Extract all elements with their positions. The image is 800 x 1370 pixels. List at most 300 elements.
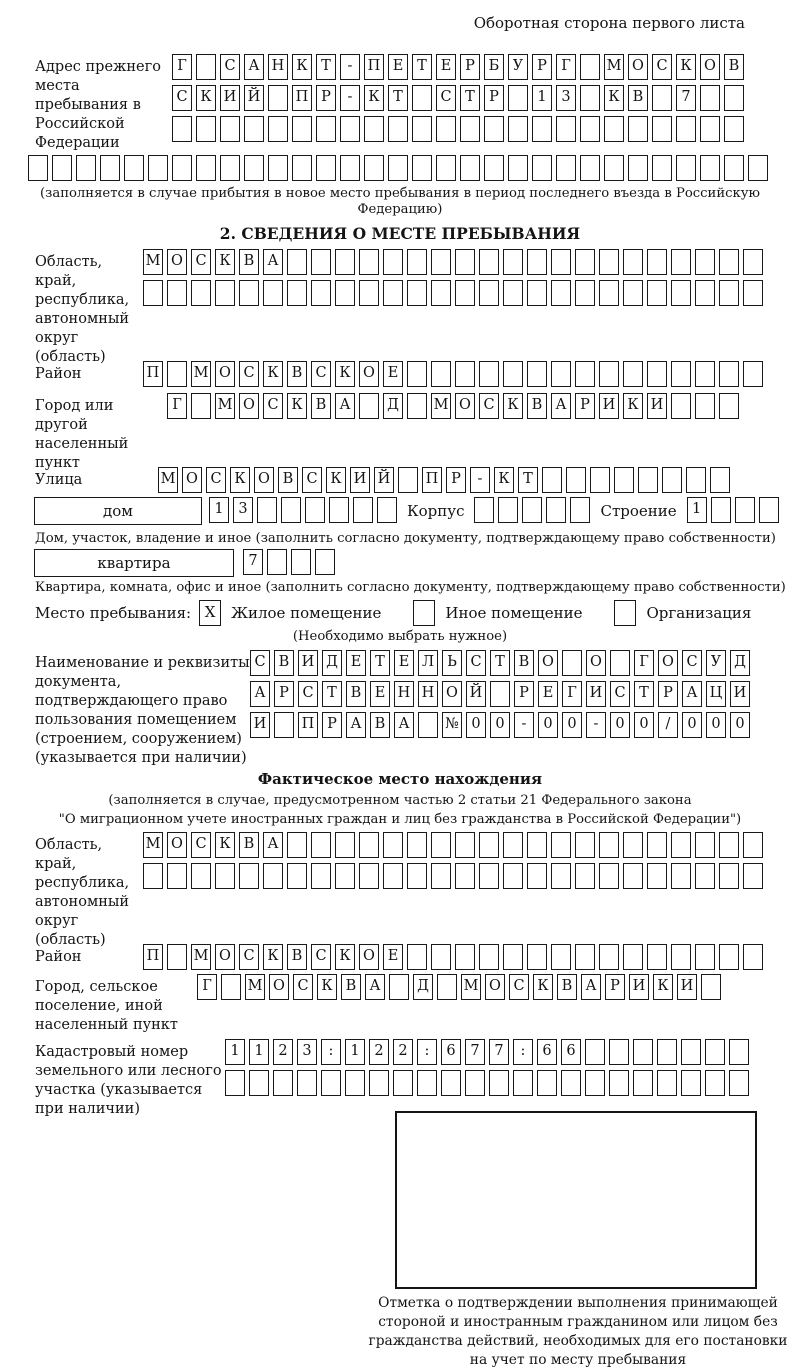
char-cell [393, 1070, 413, 1096]
char-cell [191, 863, 211, 889]
char-cell [719, 832, 739, 858]
char-cell [695, 361, 715, 387]
char-cell [465, 1070, 485, 1096]
char-cell [388, 116, 408, 142]
char-cell [503, 832, 523, 858]
char-cell [315, 549, 335, 575]
char-cell: О [269, 974, 289, 1000]
char-cell [148, 155, 168, 181]
char-cell [556, 155, 576, 181]
actual-district-label: Район [35, 949, 82, 965]
char-cell: Й [466, 681, 486, 707]
char-cell [340, 116, 360, 142]
char-cell: А [551, 393, 571, 419]
char-cell [257, 497, 277, 523]
char-cell [28, 155, 48, 181]
char-cell: Т [388, 85, 408, 111]
char-cell [220, 155, 240, 181]
char-cell: М [215, 393, 235, 419]
char-cell [292, 116, 312, 142]
char-cell: М [143, 249, 163, 275]
char-cell: В [278, 467, 298, 493]
char-cell [498, 497, 518, 523]
char-cell: Р [605, 974, 625, 1000]
char-cell [441, 1070, 461, 1096]
char-cell [431, 832, 451, 858]
char-cell [455, 361, 475, 387]
char-cell [383, 832, 403, 858]
char-cell: Н [394, 681, 414, 707]
char-cell: С [311, 944, 331, 970]
char-cell: 6 [561, 1039, 581, 1065]
char-cell: В [346, 681, 366, 707]
char-cell: О [586, 650, 606, 676]
char-cell [527, 361, 547, 387]
char-cell: Д [413, 974, 433, 1000]
char-cell [575, 280, 595, 306]
char-boxes-row [167, 393, 743, 419]
char-cell [503, 249, 523, 275]
char-cell: 7 [676, 85, 696, 111]
char-cell [695, 249, 715, 275]
char-cell [321, 1070, 341, 1096]
char-cell [701, 974, 721, 1000]
char-cell: С [466, 650, 486, 676]
char-cell: Н [268, 54, 288, 80]
char-cell [614, 467, 634, 493]
char-cell: Р [316, 85, 336, 111]
char-cell [311, 832, 331, 858]
char-cell [167, 944, 187, 970]
char-cell [508, 116, 528, 142]
char-cell: О [182, 467, 202, 493]
char-cell: К [215, 832, 235, 858]
char-cell [743, 280, 763, 306]
char-cell [377, 497, 397, 523]
char-cell [76, 155, 96, 181]
char-cell: - [514, 712, 534, 738]
char-cell [383, 280, 403, 306]
char-cell [657, 1070, 677, 1096]
char-cell: А [394, 712, 414, 738]
char-cell [143, 280, 163, 306]
char-cell [657, 1039, 677, 1065]
char-cell [743, 944, 763, 970]
char-cell [196, 155, 216, 181]
char-cell [604, 155, 624, 181]
char-cell [513, 1070, 533, 1096]
char-cell: Р [532, 54, 552, 80]
char-cell [599, 249, 619, 275]
char-cell: В [287, 361, 307, 387]
char-cell [623, 249, 643, 275]
char-cell [244, 155, 264, 181]
char-cell [575, 361, 595, 387]
char-cell [585, 1039, 605, 1065]
char-cell [623, 280, 643, 306]
char-cell: 0 [706, 712, 726, 738]
char-cell: А [682, 681, 702, 707]
char-cell [479, 249, 499, 275]
char-cell [407, 944, 427, 970]
street-row [35, 467, 800, 493]
char-cell: Г [167, 393, 187, 419]
char-cell [647, 361, 667, 387]
char-cell [695, 280, 715, 306]
char-cell [759, 497, 779, 523]
char-cell [561, 1070, 581, 1096]
char-cell: Р [446, 467, 466, 493]
char-cell: К [287, 393, 307, 419]
char-cell [412, 155, 432, 181]
apartment-note: Квартира, комната, офис и иное (заполнить согласно документу, подтверждающему право собственности) [35, 580, 786, 595]
char-cell [263, 863, 283, 889]
char-cell [546, 497, 566, 523]
house-field-box: дом [34, 497, 202, 525]
char-cell [291, 549, 311, 575]
char-cell: В [724, 54, 744, 80]
char-cell: А [263, 249, 283, 275]
char-boxes-row [172, 85, 748, 111]
char-cell [695, 832, 715, 858]
char-cell [389, 974, 409, 1000]
char-cell: : [321, 1039, 341, 1065]
char-cell [575, 863, 595, 889]
char-cell: О [239, 393, 259, 419]
char-cell [610, 650, 630, 676]
char-cell: : [513, 1039, 533, 1065]
char-cell [359, 249, 379, 275]
char-cell [364, 116, 384, 142]
char-cell [735, 497, 755, 523]
stroenie-cells [687, 497, 783, 523]
char-cell: О [538, 650, 558, 676]
char-cell [305, 497, 325, 523]
char-cell: О [442, 681, 462, 707]
char-cell [671, 863, 691, 889]
prev-address-label: Адрес прежнего места пребывания в Российской Федерации [35, 59, 161, 151]
char-cell [431, 944, 451, 970]
char-cell [681, 1070, 701, 1096]
char-cell: А [335, 393, 355, 419]
char-cell [551, 863, 571, 889]
char-cell [638, 467, 658, 493]
house-note: Дом, участок, владение и иное (заполнить согласно документу, подтверждающему право собственности) [35, 531, 776, 546]
char-cell [268, 85, 288, 111]
char-cell [743, 361, 763, 387]
char-cell: 7 [243, 549, 263, 575]
char-cell: Е [346, 650, 366, 676]
char-cell [676, 155, 696, 181]
char-cell: Ь [442, 650, 462, 676]
char-cell [335, 863, 355, 889]
char-cell [407, 361, 427, 387]
char-cell: 1 [532, 85, 552, 111]
char-cell: Ц [706, 681, 726, 707]
region-grid [143, 249, 767, 306]
char-cell: К [503, 393, 523, 419]
char-cell: О [359, 361, 379, 387]
char-cell: Д [322, 650, 342, 676]
char-cell [359, 832, 379, 858]
char-cell [527, 863, 547, 889]
char-cell [489, 1070, 509, 1096]
char-cell: Е [538, 681, 558, 707]
char-cell [143, 863, 163, 889]
char-boxes-row [143, 832, 767, 858]
char-cell [167, 280, 187, 306]
char-cell: 1 [209, 497, 229, 523]
char-cell: К [326, 467, 346, 493]
char-cell: О [485, 974, 505, 1000]
char-cell: М [191, 361, 211, 387]
char-cell: А [244, 54, 264, 80]
char-cell [455, 249, 475, 275]
char-cell [652, 155, 672, 181]
char-cell [551, 249, 571, 275]
char-cell: С [263, 393, 283, 419]
page-side-note: Оборотная сторона первого листа [473, 14, 745, 32]
char-cell [437, 974, 457, 1000]
char-cell [686, 467, 706, 493]
char-cell [431, 361, 451, 387]
char-cell: И [629, 974, 649, 1000]
char-cell [268, 116, 288, 142]
char-cell [388, 155, 408, 181]
char-cell: М [143, 832, 163, 858]
char-cell: А [263, 832, 283, 858]
char-cell [647, 944, 667, 970]
char-cell [580, 155, 600, 181]
char-cell [239, 863, 259, 889]
korpus-cells [474, 497, 594, 523]
char-cell: М [431, 393, 451, 419]
char-cell [724, 155, 744, 181]
char-cell: М [191, 944, 211, 970]
char-cell [455, 280, 475, 306]
char-cell: 0 [682, 712, 702, 738]
section2-title: 2. СВЕДЕНИЯ О МЕСТЕ ПРЕБЫВАНИЯ [219, 224, 581, 243]
char-cell [575, 249, 595, 275]
char-cell: П [422, 467, 442, 493]
char-cell: К [263, 944, 283, 970]
char-boxes-row [172, 116, 748, 142]
stay-type-label: Место пребывания: [35, 604, 192, 622]
char-cell: 7 [489, 1039, 509, 1065]
char-cell [671, 393, 691, 419]
char-cell: К [196, 85, 216, 111]
char-cell: В [628, 85, 648, 111]
char-cell: К [604, 85, 624, 111]
char-cell [700, 116, 720, 142]
char-cell [345, 1070, 365, 1096]
char-cell [196, 116, 216, 142]
char-cell: Т [316, 54, 336, 80]
char-cell [249, 1070, 269, 1096]
char-cell [695, 393, 715, 419]
char-cell [743, 249, 763, 275]
char-cell [364, 155, 384, 181]
char-cell [274, 712, 294, 738]
char-cell: Т [518, 467, 538, 493]
char-cell: 1 [687, 497, 707, 523]
char-cell: С [239, 361, 259, 387]
char-cell [724, 85, 744, 111]
char-cell [398, 467, 418, 493]
char-cell [580, 85, 600, 111]
checkbox-residential: X [199, 600, 221, 626]
char-cell: 3 [556, 85, 576, 111]
char-cell [329, 497, 349, 523]
char-cell [652, 116, 672, 142]
char-boxes-row [225, 1070, 753, 1096]
char-cell [527, 280, 547, 306]
char-cell: Е [383, 944, 403, 970]
char-cell [671, 249, 691, 275]
char-cell [418, 712, 438, 738]
char-cell: И [647, 393, 667, 419]
char-boxes-row [197, 974, 725, 1000]
house-number-cells [209, 497, 401, 523]
char-cell: О [628, 54, 648, 80]
char-cell: В [527, 393, 547, 419]
char-cell [359, 863, 379, 889]
street-label: Улица [35, 472, 83, 488]
char-cell [52, 155, 72, 181]
char-cell [647, 249, 667, 275]
char-cell [711, 497, 731, 523]
char-cell: 7 [465, 1039, 485, 1065]
document-grid [250, 650, 754, 738]
cadastral-grid [225, 1039, 753, 1096]
char-cell: 0 [538, 712, 558, 738]
char-boxes-row [143, 249, 767, 275]
char-cell: Г [562, 681, 582, 707]
char-cell: В [239, 249, 259, 275]
char-cell [599, 361, 619, 387]
char-cell [623, 361, 643, 387]
char-cell [124, 155, 144, 181]
char-cell: 3 [233, 497, 253, 523]
char-cell: С [298, 681, 318, 707]
char-cell: М [461, 974, 481, 1000]
char-cell: О [254, 467, 274, 493]
char-cell: Т [634, 681, 654, 707]
char-cell [503, 361, 523, 387]
char-cell [623, 832, 643, 858]
char-cell [335, 280, 355, 306]
char-cell: 1 [345, 1039, 365, 1065]
char-cell [580, 54, 600, 80]
char-cell: 6 [537, 1039, 557, 1065]
char-cell: С [250, 650, 270, 676]
region-label: Область, край, республика, автономный округ (область) [35, 254, 130, 365]
char-cell [436, 116, 456, 142]
char-cell: С [293, 974, 313, 1000]
char-cell [503, 280, 523, 306]
char-cell [407, 863, 427, 889]
char-cell: Р [460, 54, 480, 80]
char-cell [551, 280, 571, 306]
char-cell: К [335, 944, 355, 970]
char-cell [580, 116, 600, 142]
char-cell [479, 863, 499, 889]
char-cell [297, 1070, 317, 1096]
char-cell: О [700, 54, 720, 80]
char-cell: К [317, 974, 337, 1000]
char-cell: № [442, 712, 462, 738]
char-cell [647, 832, 667, 858]
char-cell [729, 1039, 749, 1065]
char-cell [599, 944, 619, 970]
char-cell [431, 280, 451, 306]
char-cell [609, 1039, 629, 1065]
char-cell: - [340, 54, 360, 80]
char-cell: Н [418, 681, 438, 707]
char-cell: Р [514, 681, 534, 707]
char-boxes-row [143, 863, 767, 889]
char-cell [335, 832, 355, 858]
city-row [35, 393, 800, 473]
char-cell: Й [374, 467, 394, 493]
char-cell: И [220, 85, 240, 111]
stay-type-row [35, 600, 800, 626]
char-cell [281, 497, 301, 523]
char-cell [527, 944, 547, 970]
char-cell [490, 681, 510, 707]
char-cell: 1 [225, 1039, 245, 1065]
char-cell: Т [322, 681, 342, 707]
char-cell [287, 863, 307, 889]
char-cell: В [239, 832, 259, 858]
char-cell [623, 863, 643, 889]
char-cell [479, 361, 499, 387]
char-cell [743, 863, 763, 889]
char-cell [542, 467, 562, 493]
char-boxes-row [225, 1039, 753, 1065]
actual-region-grid [143, 832, 767, 889]
char-cell: В [341, 974, 361, 1000]
cadastral-label: Кадастровый номер земельного или лесного участка (указывается при наличии) [35, 1044, 222, 1117]
char-cell [215, 280, 235, 306]
char-cell [172, 116, 192, 142]
char-cell [316, 116, 336, 142]
char-cell: Т [460, 85, 480, 111]
apartment-number-cells [243, 549, 339, 575]
char-cell: В [311, 393, 331, 419]
char-cell: - [340, 85, 360, 111]
char-cell [353, 497, 373, 523]
char-cell: 2 [273, 1039, 293, 1065]
char-cell: Е [436, 54, 456, 80]
char-cell [527, 832, 547, 858]
char-cell [460, 116, 480, 142]
char-cell: О [215, 361, 235, 387]
char-cell [273, 1070, 293, 1096]
char-cell [724, 116, 744, 142]
stroenie-label: Строение [600, 502, 677, 520]
char-cell [537, 1070, 557, 1096]
char-cell [671, 944, 691, 970]
char-cell [383, 863, 403, 889]
char-cell [311, 863, 331, 889]
char-cell [556, 116, 576, 142]
char-cell: М [245, 974, 265, 1000]
prev-address-overflow-row [28, 155, 800, 181]
char-cell: С [172, 85, 192, 111]
char-cell: 1 [249, 1039, 269, 1065]
char-cell [191, 393, 211, 419]
